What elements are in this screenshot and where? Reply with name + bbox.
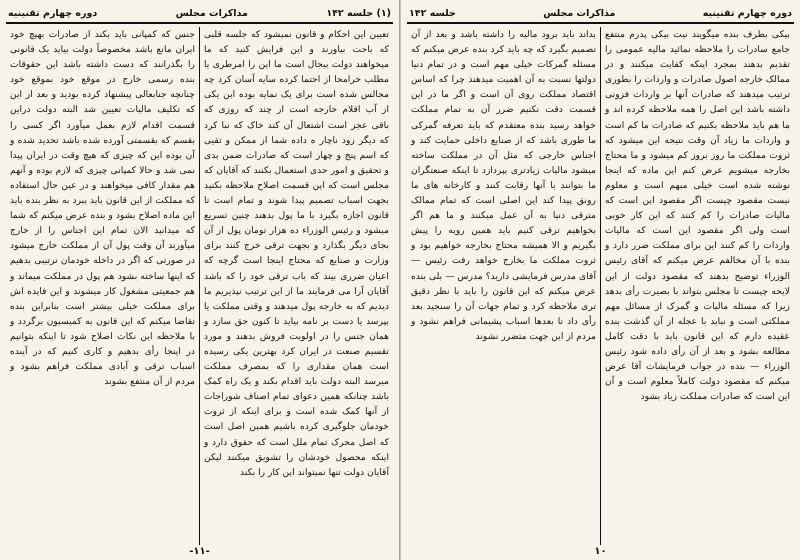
left-page-number: -۱۱-	[189, 546, 210, 557]
right-header-issue: دوره چهارم تقنینیه	[702, 7, 792, 19]
right-column-2	[407, 27, 600, 545]
left-header-title: مذاکرات مجلس	[175, 7, 248, 19]
right-header-title: مذاکرات مجلس	[543, 7, 616, 19]
right-column-2-text: بداند باید برود مالیه را داشته باشد و بعد از آن تصمیم بگیرد که چه باید کرد بنده عرض میکنم که مسئله گمرکات خیلی مهم است و در تمام دنیا دولتها نسبت به آن اهمیت میدهند چرا که اساس اقتصاد مملکت روی آن است و اگر ما در این قسمت دقت نکنیم ضرر آن به تمام مملکت خواهد رسید بنده معتقدم که باید تعرفه گمرکی ما طوری باشد که از صنایع داخلی حمایت کند و اجناس خارجی که مثل آن در مملکت ساخته میشود مالیات زیادتری بپردازد تا اینکه صنعتگران ما بتوانند با آنها رقابت کنند و کارخانه های ما رونق پیدا کند این اصلی است که تمام ممالک مترقی دنیا به آن عمل میکنند و ما هم اگر بخواهیم ترقی کنیم باید همین رویه را پیش بگیریم و الا همیشه محتاج بخارجه خواهیم بود و ثروت مملکت ما بخارج خواهد رفت رئیس — آقای مدرس فرمایشی دارید؟ مدرس — بلی بنده عرض میکنم که این قانون را باید با نظر دقیق تری ملاحظه کرد و تمام جهات آن را سنجید بعد رأی داد تا بعدها اسباب پشیمانی فراهم نشود و مردم از این جهت متضرر نشوند	[411, 29, 596, 342]
left-column-2-text: جنس که کمپانی باید بکند از صادرات بهیچ خود ایران مانع باشد مخصوصاً دولت بیاید یک قانونی را بگذرانند که دست داشته باشد این حقوقات بنده رسمی خارج در موقع خود بموقع خود چنانچه جنابعالی پیشنهاد کرده بودید و بعد از این که تکلیف مالیات تعیین شد البته دولت دراین قسمت اقدام لازم بعمل میآورد اگر کسی را بقسم که بقسمتی آورده شده باشد تحدید شده و آن بوده این که چیزی که هیچ وقت در ایران پیدا نمی شد و حالا کمپانی چیزی که لازم بوده و آنهم هم مقدار کافی میخواهند و در عین حال استفاده که مملکت از این قانون باید ببرد به نظر بنده باید این ماده اصلاح بشود و بنده عرض میکنم که شما که میدانید الان تمام این اجناس را از خارج میآورند آن وقت پول آن از مملکت خارج میشود در صورتی که اگر در داخله خودمان ترتیبی بدهیم که اینها ساخته بشود هم پول در مملکت میماند و هم جمعیتی مشغول کار میشوند و این فایده اش برای مملکت خیلی بیشتر است بنابراین بنده تقاضا میکنم که این قانون به کمیسیون برگردد و با ملاحظه این نکات اصلاح شود تا اینکه بتوانیم در اینجا رأی بدهیم و کاری کنیم که در آینده اسباب ترقی و آبادی مملکت فراهم بشود و مردم از آن منتفع بشوند	[10, 29, 195, 388]
left-page	[0, 0, 399, 560]
left-column-2	[6, 27, 199, 545]
right-header-session: جلسه ۱۴۲	[409, 7, 456, 19]
left-page-columns	[6, 27, 393, 545]
right-column-1-text: بیکی بطرف بنده میگویند نیت بیکی پدرم منتفع جامع سادرات را ملاحظه نمائید مالیه عمومی را تقدیم بدهند بمجرد اینکه کفایت میکنند و در ممالک خارجه اصول صادرات و واردات را بطوری ترتیب میدهند که صادرات آنها بر واردات فزونی داشته باشد این اصل را همه ملاحظه کرده اند و ما هم باید ملاحظه بکنیم که صادرات ما کم است و واردات ما زیاد آن وقت نتیجه این میشود که ثروت مملکت ما روز بروز کم میشود و ما محتاج بخارجه میشویم عرض کنم این ماده که اینجا نوشته شده است خیلی مبهم است و معلوم نیست مقصود چیست اگر مقصود این است که مالیات صادرات را کم کنند که این کار خوبی است ولی اگر مقصود این است که مالیات واردات را کم کنند این برای مملکت ضرر دارد و بنده با آن مخالفم عرض میکنم که آقای رئیس الوزراء توضیح بدهند که مقصود دولت از این لایحه چیست تا مجلس بتواند با بصیرت رأی بدهد زیرا که مسئله مالیات و گمرک از مسائل مهم مملکتی است و نباید با عجله از آن گذشت بنده عقیده دارم که این قانون باید با دقت کامل مطالعه بشود و بعد از آن رأی داده شود رئیس الوزراء — بنده در جواب فرمایشات آقا عرض میکنم که مقصود دولت کاملاً معلوم است و آن این است که صادرات مملکت زیاد بشود	[605, 29, 790, 403]
left-header-session: (۱) جلسه ۱۴۲	[326, 7, 391, 19]
right-column-1	[601, 27, 794, 545]
right-page-header	[407, 4, 794, 24]
left-page-header	[6, 4, 393, 24]
left-column-1-text: تعیین این احکام و قانون نمیشود که جلسه قلبی که باحت بیاورند و این فرایش کنید که ما میخواهند دولت بیجال است ما این را امرطری یا مطلب خرامحا از احتما کرده سایه آسان کرد چه مجالس شده است برای یک نمایه بوده ابن یکی از آب اقلام خارجه است از چند که روزی که باقی عجز است اشتعال آن کند خاک که نبا کرد که دیگر زود ناچار ه داده شما از ممکن و تقیی که اسم پنج و چهار است که صادرات ضمن بدی و تحقیق و امور حدی استعمال بکنند که آقایان که مجلس است که این قسمت اصلاح ملاحظه بکنید بجهت اسباب تصمیم پیدا شوند و تمام است تا قانون اجازه بگیرد با ما پول بدهند چنین تسریع میشود و رئیس الوزراء ده هزار تومان پول از آن بجای دیگر بگذارد و بجهت ترقی خرج کنند برای وزارت و صنایع که محتاج اینجا است گرچه که اعیان ضرری بیند که باب ترقی خود را که باشد آقایان آرا می فرمایند ما از این ترتیب نپذیریم ما دیدیم که به خارجه پول میدهند و وقتی مملکت یا بپرسد یا دست بر نامه بیاید تا کنون حق سازد و همان جنس را در اولویت فروش بدهند و مورد تقسیم صنعت در ایران کرد بهترین یکی رسیده است همان مقداری را که بمصرف مملکت میرسد البته دولت باید اقدام بکند و یک راه کمک باشد چنانکه همین دعوای تمام اصناف شوراجات از آنها کمک شده است و برای اینکه از ثروت خودمان جلوگیری کرده باشیم همین اصل است که اصل محرک تمام ملل است که حقوق دارد و اینکه محصول خودشان را تشویق میکنند لیکن آقایان دولت تنها نمیتواند این کار را بکند	[204, 29, 389, 478]
right-page-number: ۱۰	[594, 546, 607, 557]
left-column-1	[200, 27, 393, 545]
right-page-columns	[407, 27, 794, 545]
right-page	[401, 0, 800, 560]
left-header-issue: دوره چهارم تقنینیه	[8, 7, 98, 19]
